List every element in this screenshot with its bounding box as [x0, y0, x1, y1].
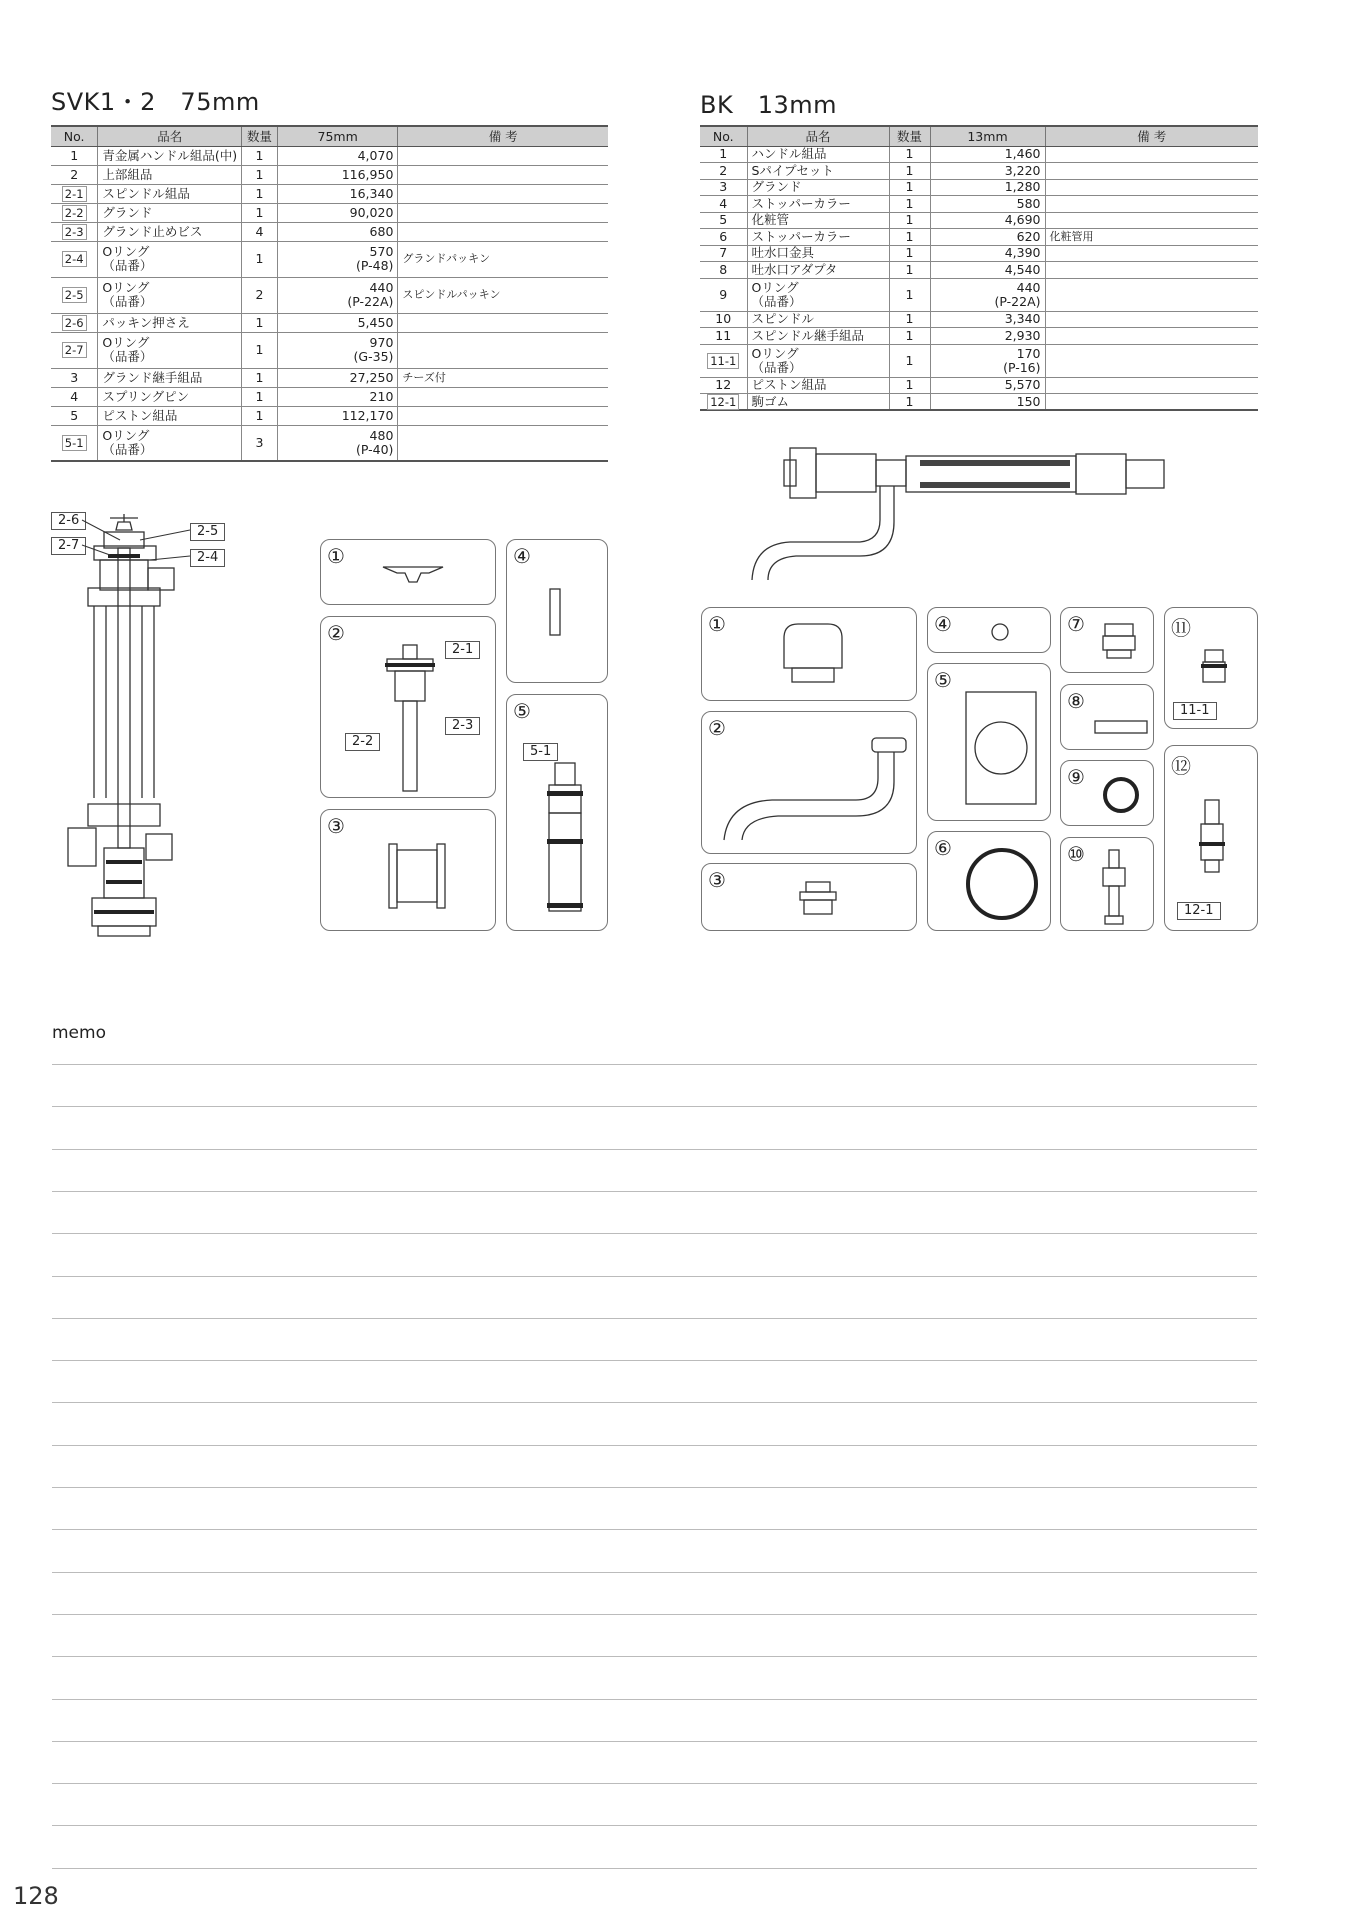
parts-remark: [1045, 179, 1258, 196]
parts-price: [930, 196, 1045, 213]
parts-no: 11: [700, 328, 747, 345]
spout-adapter-icon: [1093, 719, 1149, 735]
header-size: 13mm: [930, 126, 1045, 146]
parts-row: [700, 196, 1258, 213]
bk-panel-2: [701, 711, 917, 854]
parts-name: [747, 311, 889, 328]
memo-line: [52, 1276, 1257, 1277]
panel-number: ⑤: [513, 699, 531, 723]
parts-price-line: (P-22A): [347, 294, 394, 309]
parts-name-line: Oリング: [102, 280, 150, 295]
parts-remark: [1045, 196, 1258, 213]
parts-row: [700, 344, 1258, 377]
bk-title: BK 13mm: [700, 91, 837, 119]
parts-no: 4: [700, 196, 747, 213]
parts-price-line: 112,170: [341, 407, 394, 423]
parts-name-line: グランド止めビス: [102, 223, 203, 239]
parts-name-line: 吐水口アダプタ: [751, 261, 838, 277]
parts-price: [930, 146, 1045, 163]
header-remarks: 備 考: [1045, 126, 1258, 146]
upper-assembly-icon: [381, 645, 441, 795]
parts-row: [700, 229, 1258, 246]
parts-price-line: 440: [369, 280, 394, 295]
parts-price-line: 5,450: [357, 314, 394, 330]
parts-no: 3: [51, 368, 98, 387]
parts-qty: 1: [242, 332, 278, 368]
parts-price-line: 1,460: [1004, 146, 1041, 162]
panel-number: ③: [708, 868, 726, 892]
svk-panel-5: [506, 694, 608, 931]
memo-line: [52, 1656, 1257, 1657]
memo-line: [52, 1529, 1257, 1530]
parts-qty: 1: [242, 387, 278, 406]
parts-name: [747, 179, 889, 196]
panel-number: ⑨: [1067, 765, 1085, 789]
parts-price: [930, 328, 1045, 345]
parts-price: [930, 394, 1045, 411]
parts-name-line: 駒ゴム: [751, 393, 790, 409]
parts-qty: 1: [242, 368, 278, 387]
header-qty: 数量: [242, 126, 278, 146]
parts-row: [700, 377, 1258, 394]
gland-joint-icon: [389, 840, 449, 912]
header-no: No.: [700, 126, 747, 146]
parts-remark: [1045, 394, 1258, 411]
parts-price-line: 3,340: [1004, 311, 1041, 327]
header-size: 75mm: [277, 126, 397, 146]
parts-qty: 1: [242, 313, 278, 332]
parts-price-line: 27,250: [349, 369, 394, 385]
parts-no-label: 2-6: [62, 315, 87, 331]
parts-remark: チーズ付: [398, 368, 608, 387]
parts-price: [930, 245, 1045, 262]
callout-2-1: 2-1: [445, 641, 480, 659]
panel-number: ⑤: [934, 668, 952, 692]
parts-name-line: 吐水口金具: [751, 245, 815, 261]
parts-qty: 1: [242, 203, 278, 222]
parts-price: [930, 212, 1045, 229]
parts-name-line: （品番）: [102, 441, 153, 457]
parts-name-line: Oリング: [751, 345, 799, 361]
callout-11-1: 11-1: [1173, 702, 1217, 720]
parts-price-line: 440: [1016, 279, 1041, 295]
parts-price-line: 2,930: [1004, 327, 1041, 343]
parts-qty: 3: [242, 425, 278, 461]
parts-row: [700, 394, 1258, 411]
parts-name-line: スピンドル組品: [102, 185, 190, 201]
parts-name-line: スプリングピン: [102, 388, 190, 404]
parts-no-label: 5-1: [62, 435, 87, 451]
callout-2-2: 2-2: [345, 733, 380, 751]
parts-name-line: グランド継手組品: [102, 369, 203, 385]
parts-price-line: 4,690: [1004, 212, 1041, 228]
parts-price-line: 480: [369, 427, 394, 443]
parts-price-line: 116,950: [341, 166, 394, 182]
parts-qty: 1: [889, 196, 930, 213]
memo-line: [52, 1064, 1257, 1065]
parts-qty: 1: [242, 184, 278, 203]
parts-no: 5: [51, 406, 98, 425]
parts-price-line: (P-40): [355, 441, 394, 457]
parts-price: [930, 344, 1045, 377]
memo-line: [52, 1741, 1257, 1742]
parts-no-label: 2-2: [62, 205, 87, 221]
parts-name: [747, 146, 889, 163]
parts-price-line: 1,280: [1004, 179, 1041, 195]
bk-panel-9: [1060, 760, 1154, 826]
parts-price: [930, 262, 1045, 279]
memo-line: [52, 1360, 1257, 1361]
spindle-icon: [1099, 848, 1129, 926]
parts-price-line: 16,340: [349, 185, 394, 201]
parts-price-line: 680: [369, 223, 394, 239]
parts-no: [700, 394, 747, 411]
o-ring-icon: [1101, 775, 1141, 815]
parts-price-line: 4,070: [357, 147, 394, 163]
parts-row: [700, 179, 1258, 196]
parts-no: 8: [700, 262, 747, 279]
parts-no: 1: [700, 146, 747, 163]
parts-no: 5: [700, 212, 747, 229]
header-name: 品名: [747, 126, 889, 146]
parts-remark: [1045, 278, 1258, 311]
parts-name-line: （品番）: [751, 359, 802, 375]
parts-remark: [1045, 245, 1258, 262]
svk-panel-1: [320, 539, 496, 605]
parts-qty: 1: [889, 179, 930, 196]
parts-name-line: スピンドル: [751, 311, 815, 327]
memo-line: [52, 1572, 1257, 1573]
parts-no: 1: [51, 146, 98, 165]
parts-no: 2: [700, 163, 747, 180]
parts-price: [930, 229, 1045, 246]
handle-assembly-icon: [778, 622, 848, 688]
parts-name-line: （品番）: [751, 293, 802, 309]
parts-qty: 1: [889, 394, 930, 411]
memo-line: [52, 1825, 1257, 1826]
parts-price-line: 620: [1016, 228, 1041, 244]
bk-panel-11: [1164, 607, 1258, 729]
memo-line: [52, 1699, 1257, 1700]
parts-price: [930, 163, 1045, 180]
page-number: 128: [13, 1882, 59, 1910]
bk-panel-5: [927, 663, 1051, 821]
parts-no-label: 2-4: [62, 251, 87, 267]
parts-remark: [1045, 377, 1258, 394]
parts-no: 9: [700, 278, 747, 311]
parts-row: [700, 212, 1258, 229]
parts-remark: [1045, 163, 1258, 180]
parts-name-line: Oリング: [102, 335, 150, 350]
memo-line: [52, 1445, 1257, 1446]
parts-no: 3: [700, 179, 747, 196]
memo-line: [52, 1402, 1257, 1403]
s-pipe-icon: [712, 728, 912, 848]
parts-no-label: 2-1: [62, 186, 87, 202]
svk-panel-4: [506, 539, 608, 683]
parts-no: 10: [700, 311, 747, 328]
callout-2-5: 2-5: [190, 523, 225, 541]
callout-12-1: 12-1: [1177, 902, 1221, 920]
callout-2-6: 2-6: [51, 512, 86, 530]
bk-panel-1: [701, 607, 917, 701]
parts-qty: 1: [889, 328, 930, 345]
panel-number: ①: [327, 544, 345, 568]
panel-number: ③: [327, 814, 345, 838]
parts-qty: 1: [889, 344, 930, 377]
parts-name-line: グランド: [102, 204, 153, 220]
parts-name: [747, 212, 889, 229]
panel-number: ②: [327, 621, 345, 645]
gland-icon: [798, 880, 838, 920]
parts-remark: [1045, 212, 1258, 229]
parts-name: [747, 245, 889, 262]
callout-2-4: 2-4: [190, 549, 225, 567]
parts-price: [930, 278, 1045, 311]
parts-qty: 1: [242, 406, 278, 425]
spout-fitting-icon: [1101, 622, 1137, 662]
parts-no: 12: [700, 377, 747, 394]
parts-no: 7: [700, 245, 747, 262]
parts-no-label: 2-7: [62, 342, 87, 358]
panel-number: ⑦: [1067, 612, 1085, 636]
panel-number: ⑪: [1171, 616, 1191, 640]
parts-price: [930, 311, 1045, 328]
bk-panel-7: [1060, 607, 1154, 673]
parts-price-line: 210: [369, 388, 394, 404]
parts-qty: 1: [889, 377, 930, 394]
parts-no-label: 2-5: [62, 287, 87, 303]
bk-panel-3: [701, 863, 917, 931]
parts-remark: [1045, 262, 1258, 279]
parts-row: [700, 328, 1258, 345]
memo-line: [52, 1487, 1257, 1488]
parts-name: [747, 394, 889, 411]
parts-no-label: 12-1: [707, 394, 739, 410]
parts-remark: [1045, 344, 1258, 377]
panel-number: ④: [513, 544, 531, 568]
panel-number: ⑫: [1171, 754, 1191, 778]
parts-qty: 1: [889, 311, 930, 328]
parts-row: [700, 262, 1258, 279]
parts-price: [930, 377, 1045, 394]
parts-qty: 1: [889, 146, 930, 163]
parts-row: [700, 311, 1258, 328]
parts-qty: 1: [889, 229, 930, 246]
bk-assembly-drawing: [740, 440, 1180, 590]
callout-2-3: 2-3: [445, 717, 480, 735]
piston-assembly-icon: [545, 763, 585, 923]
parts-price-line: 4,540: [1004, 261, 1041, 277]
memo-line: [52, 1783, 1257, 1784]
parts-name-line: Oリング: [751, 279, 799, 295]
memo-line: [52, 1318, 1257, 1319]
parts-price-line: 3,220: [1004, 162, 1041, 178]
header-remarks: 備 考: [398, 126, 608, 146]
parts-remark: [1045, 146, 1258, 163]
parts-name-line: Oリング: [102, 244, 150, 259]
parts-price-line: 90,020: [349, 204, 394, 220]
parts-qty: 1: [889, 212, 930, 229]
parts-remark: スピンドルパッキン: [398, 277, 608, 313]
parts-price: [930, 179, 1045, 196]
callout-5-1: 5-1: [523, 743, 558, 761]
svk-panel-3: [320, 809, 496, 931]
panel-number: ②: [708, 716, 726, 740]
bk-panel-12: [1164, 745, 1258, 931]
bk-panel-4: [927, 607, 1051, 653]
parts-name-line: 青金属ハンドル組品(中): [102, 147, 238, 163]
spindle-joint-icon: [1199, 648, 1229, 688]
parts-name-line: ハンドル組品: [751, 146, 827, 162]
spring-pin-icon: [549, 588, 563, 638]
stopper-collar-icon: [990, 622, 1010, 642]
parts-price-line: (P-16): [1003, 359, 1041, 375]
parts-qty: 1: [889, 262, 930, 279]
parts-name: [747, 163, 889, 180]
panel-number: ⑩: [1067, 842, 1085, 866]
parts-remark: 化粧管用: [1045, 229, 1258, 246]
parts-no-label: 2-3: [62, 224, 87, 240]
parts-price-line: (P-48): [355, 258, 394, 273]
parts-qty: 1: [889, 245, 930, 262]
parts-name-line: （品番）: [102, 258, 153, 273]
parts-name: [747, 196, 889, 213]
parts-name-line: ピストン組品: [102, 407, 178, 423]
parts-price-line: 5,570: [1004, 377, 1041, 393]
header-qty: 数量: [889, 126, 930, 146]
parts-name: [747, 328, 889, 345]
panel-number: ①: [708, 612, 726, 636]
memo-title: memo: [52, 1023, 106, 1043]
o-ring-large-icon: [962, 844, 1042, 924]
parts-no: 6: [700, 229, 747, 246]
parts-name-line: （品番）: [102, 294, 153, 309]
parts-row: [700, 163, 1258, 180]
parts-price-line: 580: [1016, 195, 1041, 211]
parts-name-line: Sパイプセット: [751, 162, 834, 178]
parts-price-line: (P-22A): [994, 293, 1041, 309]
parts-name-line: （品番）: [102, 349, 153, 364]
parts-name-line: 化粧管: [751, 212, 790, 228]
header-name: 品名: [98, 126, 242, 146]
parts-row: [700, 245, 1258, 262]
parts-remark: [1045, 311, 1258, 328]
bk-panel-6: [927, 831, 1051, 931]
svk-panel-2: [320, 616, 496, 798]
parts-name: [747, 278, 889, 311]
parts-price-line: (G-35): [353, 349, 394, 364]
parts-name-line: Oリング: [102, 427, 150, 443]
parts-name: [747, 262, 889, 279]
parts-no: [700, 344, 747, 377]
parts-name: [747, 344, 889, 377]
parts-price-line: 150: [1016, 393, 1041, 409]
parts-remark: [1045, 328, 1258, 345]
parts-no-label: 11-1: [707, 353, 739, 369]
parts-no: 4: [51, 387, 98, 406]
svk-title: SVK1・2 75mm: [51, 88, 260, 116]
bk-panel-8: [1060, 684, 1154, 750]
parts-price-line: 4,390: [1004, 245, 1041, 261]
parts-qty: 1: [889, 163, 930, 180]
parts-qty: 1: [242, 165, 278, 184]
parts-name: [747, 229, 889, 246]
memo-line: [52, 1868, 1257, 1869]
parts-name-line: パッキン押さえ: [102, 314, 190, 330]
parts-row: [700, 146, 1258, 163]
bk-parts-table: [700, 125, 1258, 411]
memo-line: [52, 1106, 1257, 1107]
parts-remark: グランドパッキン: [398, 241, 608, 277]
header-no: No.: [51, 126, 98, 146]
piston-icon: [1197, 798, 1227, 878]
parts-name-line: ピストン組品: [751, 377, 827, 393]
parts-name-line: ストッパーカラー: [751, 195, 851, 211]
parts-name-line: ストッパーカラー: [751, 228, 851, 244]
memo-line: [52, 1149, 1257, 1150]
bk-panel-10: [1060, 837, 1154, 931]
parts-name: [747, 377, 889, 394]
parts-qty: 1: [242, 241, 278, 277]
panel-number: ⑧: [1067, 689, 1085, 713]
memo-line: [52, 1233, 1257, 1234]
decorative-pipe-icon: [964, 690, 1040, 810]
memo-line: [52, 1614, 1257, 1615]
parts-name-line: グランド: [751, 179, 802, 195]
parts-name-line: 上部組品: [102, 166, 153, 182]
parts-no: 2: [51, 165, 98, 184]
parts-qty: 4: [242, 222, 278, 241]
parts-price-line: 970: [369, 335, 394, 350]
parts-qty: 1: [889, 278, 930, 311]
handle-icon: [383, 564, 443, 584]
parts-price-line: 170: [1016, 345, 1041, 361]
parts-price-line: 570: [369, 244, 394, 259]
parts-name-line: スピンドル継手組品: [751, 327, 865, 343]
parts-qty: 2: [242, 277, 278, 313]
callout-2-7: 2-7: [51, 537, 86, 555]
parts-row: [700, 278, 1258, 311]
panel-number: ④: [934, 612, 952, 636]
panel-number: ⑥: [934, 836, 952, 860]
parts-qty: 1: [242, 146, 278, 165]
memo-line: [52, 1191, 1257, 1192]
